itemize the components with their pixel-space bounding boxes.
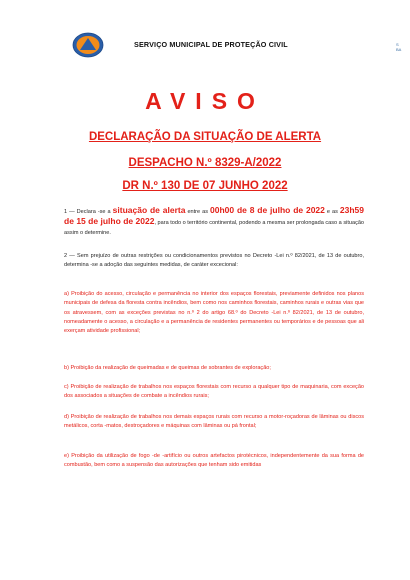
paragraph-1-mid1: entre as <box>185 209 211 215</box>
alert-end-time: 23h59 de 15 de julho de 2022 <box>64 205 364 227</box>
alert-highlight: situação de alerta <box>112 205 186 215</box>
measure-c: c) Proibição de realização de trabalhos nos espaços florestais com recurso a qualquer tipo de maquinaria, com exceção dos associados a situações de combate a incêndios rurais; <box>64 384 364 400</box>
measure-b: b) Proibição da realização de queimadas e de queimas de sobrantes de exploração; <box>64 365 271 371</box>
measure-a: a) Proibição do acesso, circulação e permanência no interior dos espaços florestais, previamente definidos nos planos municipais de defesa da floresta contra incêndios, bem como nos caminhos florestais, caminhos rurais e outras vias que os atravessem, com as exceções previstas no n.º 2 do artigo 68.º do Decreto -Lei n.º 82/2021, de 13 de outubro, nomeadamente o acesso, a circulação e a permanência de residentes permanentes ou temporários e de pessoas que ali exerçam atividade profissional; <box>64 291 364 335</box>
paragraph-1-mid2: e as <box>324 209 340 215</box>
alert-start-time: 00h00 de 8 de julho de 2022 <box>210 205 325 215</box>
paragraph-1 <box>64 206 364 238</box>
civil-protection-emblem-icon <box>72 32 104 58</box>
paragraph-2: 2 — Sem prejuízo de outras restrições ou condicionamentos previstos no Decreto -Lei n.º 82/2021, de 13 de outubro, determina -se a adoção das seguintes medidas, de caráter excecional: <box>64 253 364 269</box>
organization-title: SERVIÇO MUNICIPAL DE PROTEÇÃO CIVIL <box>134 40 288 49</box>
notice-subtitle-declaration: DECLARAÇÃO DA SITUAÇÃO DE ALERTA <box>88 131 322 143</box>
notice-subtitle-despacho: DESPACHO N.º 8329-A/2022 <box>128 157 282 169</box>
paragraph-1-lead: 1 — Declara -se a <box>64 209 113 215</box>
measure-e: e) Proibição da utilização de fogo -de -artifício ou outros artefactos pirotécnicos, independentemente da sua forma de combustão, bem como a suspensão das autorizações que tenham sido emitidas <box>64 453 364 469</box>
measure-d: d) Proibição de realização de trabalhos nos demais espaços rurais com recurso a motor-roçadoras de lâminas ou discos metálicos, corta -matos, destroçadores e máquinas com lâminas ou pá frontal; <box>64 414 364 430</box>
paragraph-1-tail: , para todo o território continental, podendo a mesma ser prolongada caso a situação assim o determine. <box>64 220 365 236</box>
notice-heading: AVISO <box>145 88 265 114</box>
notice-subtitle-dr: DR N.º 130 DE 07 JUNHO 2022 <box>122 180 288 192</box>
edge-mark: S BA <box>396 42 402 52</box>
